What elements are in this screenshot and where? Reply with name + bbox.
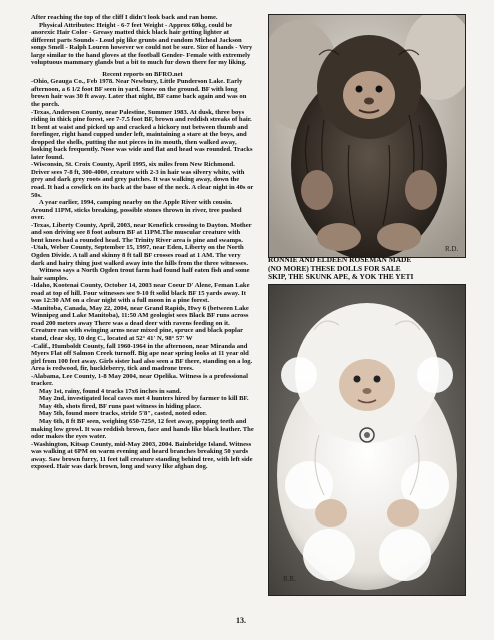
yeti-doll-photo: [268, 284, 466, 596]
physical-attributes-paragraph: Physical Attributes: Height - 6-7 feet Weight - Approx 60kg, could be anorexic Hair Color - Greasy matted thick black hair getting lighter at different parts Sounds - Loud pig like grunts and random Micheal Jackson songs Smell - Ralph Louren however we could not be sure. Size of hands - Very large similar to the hand gloves at the football Gender- Female with extremely voluptuous mammary glands but a bit to much fur down there for my liking.: [31, 21, 253, 67]
report-entry: -Texas, Liberty County, April, 2003, near Kenefick crossing to Dayton. Mother and son driving see 8 foot auburn BF at 11PM.The muscular creature with bent knees had a rounded head. The Trinity River area is pine and swamps.: [31, 221, 252, 244]
intro-line: After reaching the top of the cliff I didn't look back and ran home.: [31, 14, 218, 21]
report-entry: May 6th, 8 ft BF seen, weighing 650-725#, 12 feet away, popping teeth and making low growl. It was reddish brown, face and hands like black leather. The odor makes the eyes water.: [31, 417, 254, 441]
skunk-ape-doll-photo: [268, 14, 466, 258]
report-entry: -Manitoba, Canada, May 22, 2004, near Grand Rapids, Hwy 6 (between Lake Winnipeg and Lake Manitoba), 11:50 AM geologist sees Black BF runs across road 200 meters away There was a dead deer with ravens feeding on it. Creature ran with swinging arms near mixed pine, spruce and black poplar stand, clear sky, 10 deg C., located at 52° 41' N, 98° 57' W: [31, 304, 249, 342]
caption-line: (NO MORE) THESE DOLLS FOR SALE: [268, 263, 401, 273]
caption-line: RONNIE AND ELDEEN ROSEMAN MADE: [268, 255, 412, 264]
report-entry: May 5th, found more tracks, stride 5'8", casted, noted odor.: [39, 410, 207, 418]
report-entry: -Washington, Kitsap County, mid-May 2003, 2004. Bainbridge Island. Witness was walking at 6PM on warm evening and heard branches breaking 50 yards away. Saw brown furry, 11 feet tall creature standing behind tree, with left side exposed. Hair was dark brown, long and wavy like afghan dog.: [31, 440, 253, 471]
reports-heading: Recent reports on BFRO.net: [102, 70, 183, 78]
report-entry: May 4th, shots fired, BF runs past witness in hiding place.: [39, 402, 202, 410]
report-entry: May 2nd, investigated local caves met 4 hunters hired by farmer to kill BF.: [39, 395, 249, 403]
report-entry: -Texas, Anderson County, near Palestine, Summer 1983. At dusk, three boys riding in thick pine forest, see 7-7.5 foot BF, brown and reddish streaks of hair. It bent at waist and picked up and cracked a hickory nut between thumb and forefinger, right hand cupped under left, maintaining a stare at the boys, and dropped the shells, putting the nut pieces in its mouth, then walked away, looking back frequently. Nose was wide and flat and head was rounded. Tracks later found.: [31, 108, 253, 161]
report-entry: -Ohio, Geauga Co., Feb 1978. Near Newbury, Little Punderson Lake. Early afternoon, a 6 1/2 foot BF seen in yard. Snow on the ground. BF with long brown hair was 30 ft away. Later that night, BF came back again and was on the porch.: [31, 78, 247, 109]
photo-signature: R.R.: [283, 575, 296, 583]
report-entry: -Idaho, Kootenai County, October 14, 2003 near Coeur D' Alene, Feman Lake road at top of hill. Four witnesses see 9-10 ft solid black BF 15 yards away. It was 12:30 AM on a clear night with a full moon in a pine forest.: [31, 282, 250, 305]
report-entry: -Wisconsin, St. Croix County, April 1995, six miles from New Richmond. Driver sees 7-8 ft, 300-400#, creature with 2-3 in hair was silvery white, with grey and dark grey roots and grey patches. It was walking away, down the road. It had a cowlick on its back at the base of the neck. A clear night in 40s or 50s.: [31, 161, 254, 199]
report-entry: -Alabama, Lee County, 1-8 May 2004, near Opelika. Witness is a professional tracker.: [31, 372, 248, 388]
photo-signature: R.D.: [445, 245, 459, 253]
page-number: 13.: [236, 616, 246, 625]
report-entry: May 1st, rainy, found 4 tracks 17x6 inches in sand.: [39, 387, 182, 395]
report-entry: -Utah, Weber County, September 15, 1997, near Eden, Liberty on the North Ogden Divide. A tall and skinny 8 ft tall BF crosses road at 1 AM. The very dark and hairy thing just walked away into the hills from the three witnesses.: [31, 244, 248, 267]
caption-line: SKIP, THE SKUNK APE, & YOK THE YETI: [268, 272, 414, 282]
article-column: [31, 14, 254, 614]
report-entry: -Calif., Humboldt County, fall 1960-1964 in the afternoon, near Miranda and Myers Flat off Salmon Creek turnoff. Big ape near spring looks at 11 year old girl from 100 feet away. Girls sister had also seen a BF there, standing on a log. Area is redwood, fir, huckleberry, tick and madrone trees.: [31, 342, 253, 373]
report-entry: A year earlier, 1994, camping nearby on the Apple River with cousin. Around 11PM, sticks breaking, possible stones thrown in river, tree pushed over.: [31, 199, 242, 222]
photo-caption: [268, 256, 474, 282]
report-entry: Witness says a North Ogden trout farm had found half eaten fish and some hair samples.: [31, 267, 250, 282]
